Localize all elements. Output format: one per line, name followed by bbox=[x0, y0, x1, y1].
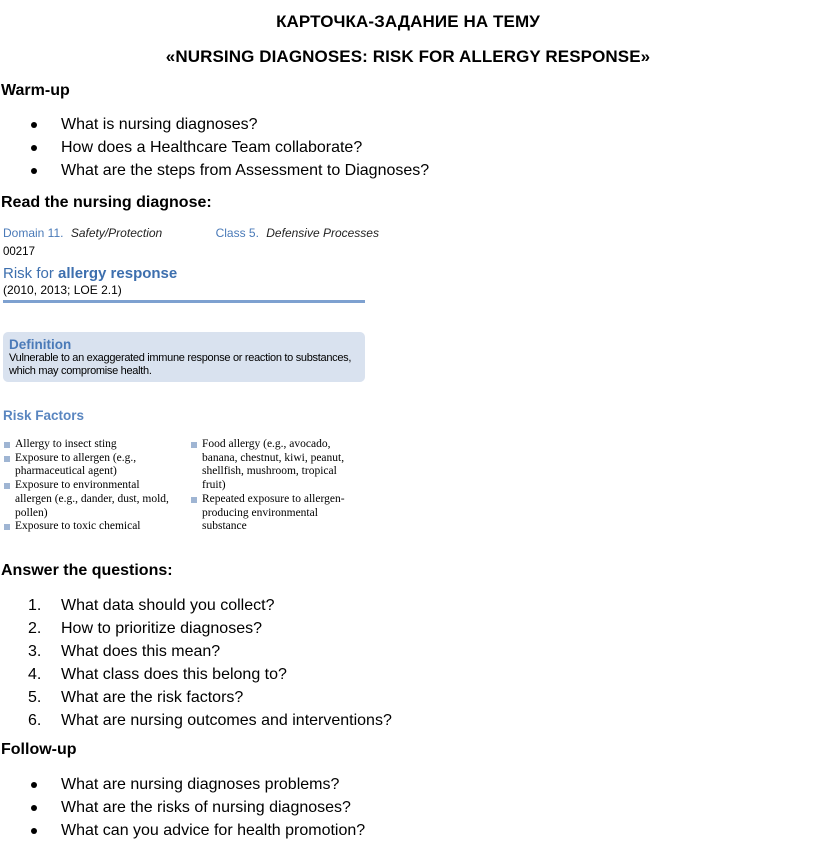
risk-factors-title: Risk Factors bbox=[3, 408, 85, 423]
followup-list bbox=[0, 773, 365, 842]
square-bullet-icon bbox=[191, 497, 197, 503]
divider bbox=[3, 300, 365, 303]
nursing-diagnosis-card bbox=[0, 222, 379, 542]
definition-box bbox=[3, 332, 365, 382]
list-item: What are nursing diagnoses problems? bbox=[0, 773, 365, 796]
list-item: What is nursing diagnoses? bbox=[0, 113, 429, 136]
diagnosis-code: 00217 bbox=[3, 246, 35, 258]
diagnosis-title bbox=[3, 265, 177, 282]
bullet-icon bbox=[31, 122, 37, 128]
list-item: 1. What data should you collect? bbox=[28, 597, 275, 614]
square-bullet-icon bbox=[4, 483, 10, 489]
risk-factor-item: Exposure to environmental allergen (e.g., dander, dust, mold, pollen) bbox=[3, 479, 178, 520]
bullet-icon bbox=[31, 805, 37, 811]
list-item: 4. What class does this belong to? bbox=[28, 666, 287, 683]
list-item: What are the steps from Assessment to Diagnoses? bbox=[0, 159, 429, 182]
diagnosis-title-lead: Risk for bbox=[3, 265, 54, 282]
risk-factor-item: Exposure to allergen (e.g., pharmaceutical agent) bbox=[3, 452, 178, 479]
followup-heading: Follow-up bbox=[1, 741, 77, 758]
bullet-icon bbox=[31, 168, 37, 174]
list-item: What can you advice for health promotion? bbox=[0, 819, 365, 842]
questions-list bbox=[0, 594, 392, 732]
square-bullet-icon bbox=[191, 442, 197, 448]
questions-heading: Answer the questions: bbox=[1, 562, 173, 579]
bullet-icon bbox=[31, 828, 37, 834]
risk-factor-item: Exposure to toxic chemical bbox=[3, 520, 178, 534]
list-item: How does a Healthcare Team collaborate? bbox=[0, 136, 429, 159]
class-name: Defensive Processes bbox=[266, 226, 379, 240]
domain-class-row bbox=[3, 226, 379, 240]
list-item: 5. What are the risk factors? bbox=[28, 689, 244, 706]
bullet-icon bbox=[31, 782, 37, 788]
square-bullet-icon bbox=[4, 456, 10, 462]
diagnosis-years: (2010, 2013; LOE 2.1) bbox=[3, 283, 122, 297]
class-label: Class 5. bbox=[215, 226, 259, 240]
list-item: 6. What are nursing outcomes and interventions? bbox=[28, 712, 392, 729]
diagnosis-title-main: allergy response bbox=[58, 265, 178, 282]
page-title-line-2: «NURSING DIAGNOSES: RISK FOR ALLERGY RESPONSE» bbox=[165, 47, 651, 66]
definition-text: Vulnerable to an exaggerated immune response or reaction to substances, which may compromise health. bbox=[9, 352, 352, 377]
risk-factors-right bbox=[190, 438, 360, 534]
list-item: 2. How to prioritize diagnoses? bbox=[28, 620, 262, 637]
definition-title: Definition bbox=[9, 337, 72, 352]
risk-factor-item: Repeated exposure to allergen-producing environmental substance bbox=[190, 493, 360, 534]
list-item: What are the risks of nursing diagnoses? bbox=[0, 796, 365, 819]
domain-label: Domain 11. bbox=[3, 226, 64, 240]
square-bullet-icon bbox=[4, 524, 10, 530]
risk-factors-left bbox=[3, 438, 178, 534]
list-item: 3. What does this mean? bbox=[28, 643, 221, 660]
bullet-icon bbox=[31, 145, 37, 151]
page-title-line-1: КАРТОЧКА-ЗАДАНИЕ НА ТЕМУ bbox=[276, 12, 540, 31]
square-bullet-icon bbox=[4, 442, 10, 448]
warmup-heading: Warm-up bbox=[1, 82, 70, 99]
domain-name: Safety/Protection bbox=[70, 226, 163, 240]
risk-factor-item: Allergy to insect sting bbox=[3, 438, 178, 452]
risk-factor-item: Food allergy (e.g., avocado, banana, chestnut, kiwi, peanut, shellfish, mushroom, tropical fruit) bbox=[190, 438, 360, 493]
read-heading: Read the nursing diagnose: bbox=[1, 194, 212, 211]
warmup-list bbox=[0, 113, 429, 182]
